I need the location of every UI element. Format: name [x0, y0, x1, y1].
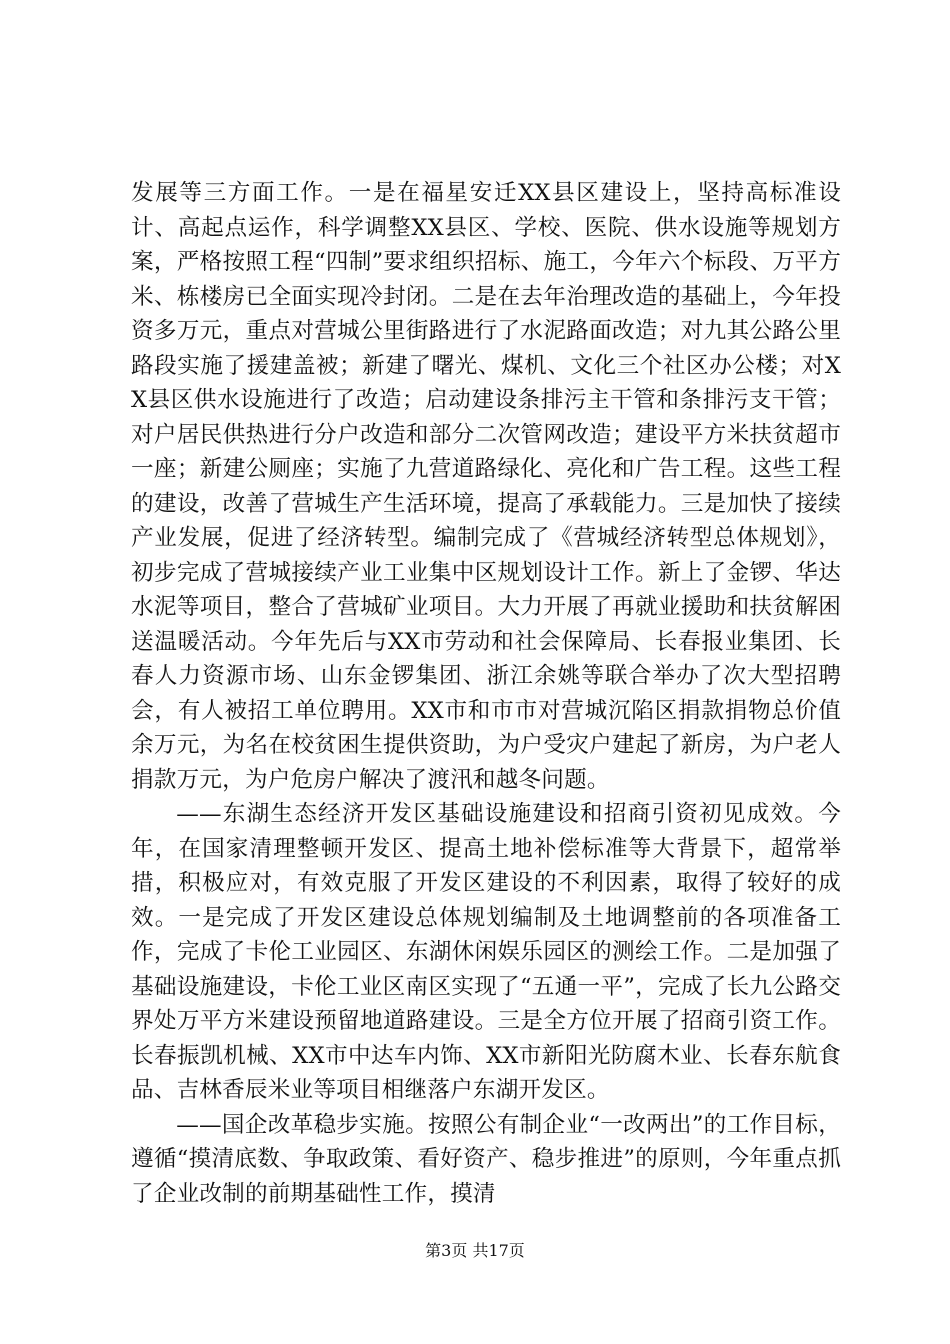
body-paragraph-1: 发展等三方面工作。一是在福星安迁XX县区建设上，坚持高标准设计、高起点运作，科学调整XX县区、学校、医院、供水设施等规划方案，严格按照工程“四制”要求组织招标、施工，今年六个标段、万平方米、栋楼房已全面实现冷封闭。二是在去年治理改造的基础上，今年投资多万元，重点对营城公里街路进行了水泥路面改造；对九其公路公里路段实施了援建盖被；新建了曙光、煤机、文化三个社区办公楼；对XX县区供水设施进行了改造；启动建设条排污主干管和条排污支干管；对户居民供热进行分户改造和部分二次管网改造；建设平方米扶贫超市一座；新建公厕座；实施了九营道路绿化、亮化和广告工程。这些工程的建设，改善了营城生产生活环境，提高了承载能力。三是加快了接续产业发展，促进了经济转型。编制完成了《营城经济转型总体规划》，初步完成了营城接续产业工业集中区规划设计工作。新上了金锣、华达水泥等项目，整合了营城矿业项目。大力开展了再就业援助和扶贫解困送温暖活动。今年先后与XX市劳动和社会保障局、长春报业集团、长春人力资源市场、山东金锣集团、浙江余姚等联合举办了次大型招聘会，有人被招工单位聘用。XX市和市市对营城沉陷区捐款捐物总价值余万元，为名在校贫困生提供资助，为户受灾户建起了新房，为户老人捐款万元，为户危房户解决了渡汛和越冬问题。: [131, 180, 841, 793]
page-footer: 第3页 共17页: [425, 1241, 525, 1260]
body-paragraph-3: ——国企改革稳步实施。按照公有制企业“一改两出”的工作目标，遵循“摸清底数、争取政策、看好资产、稳步推进”的原则，今年重点抓了企业改制的前期基础性工作，摸清: [131, 1111, 841, 1207]
document-body: [131, 176, 841, 1211]
body-paragraph-2: ——东湖生态经济开发区基础设施建设和招商引资初见成效。今年，在国家清理整顿开发区、提高土地补偿标准等大背景下，超常举措，积极应对，有效克服了开发区建设的不利因素，取得了较好的成效。一是完成了开发区建设总体规划编制及土地调整前的各项准备工作，完成了卡伦工业园区、东湖休闲娱乐园区的测绘工作。二是加强了基础设施建设，卡伦工业区南区实现了“五通一平”，完成了长九公路交界处万平方米建设预留地道路建设。三是全方位开展了招商引资工作。长春振凯机械、XX市中达车内饰、XX市新阳光防腐木业、长春东航食品、吉林香辰米业等项目相继落户东湖开发区。: [131, 801, 841, 1103]
